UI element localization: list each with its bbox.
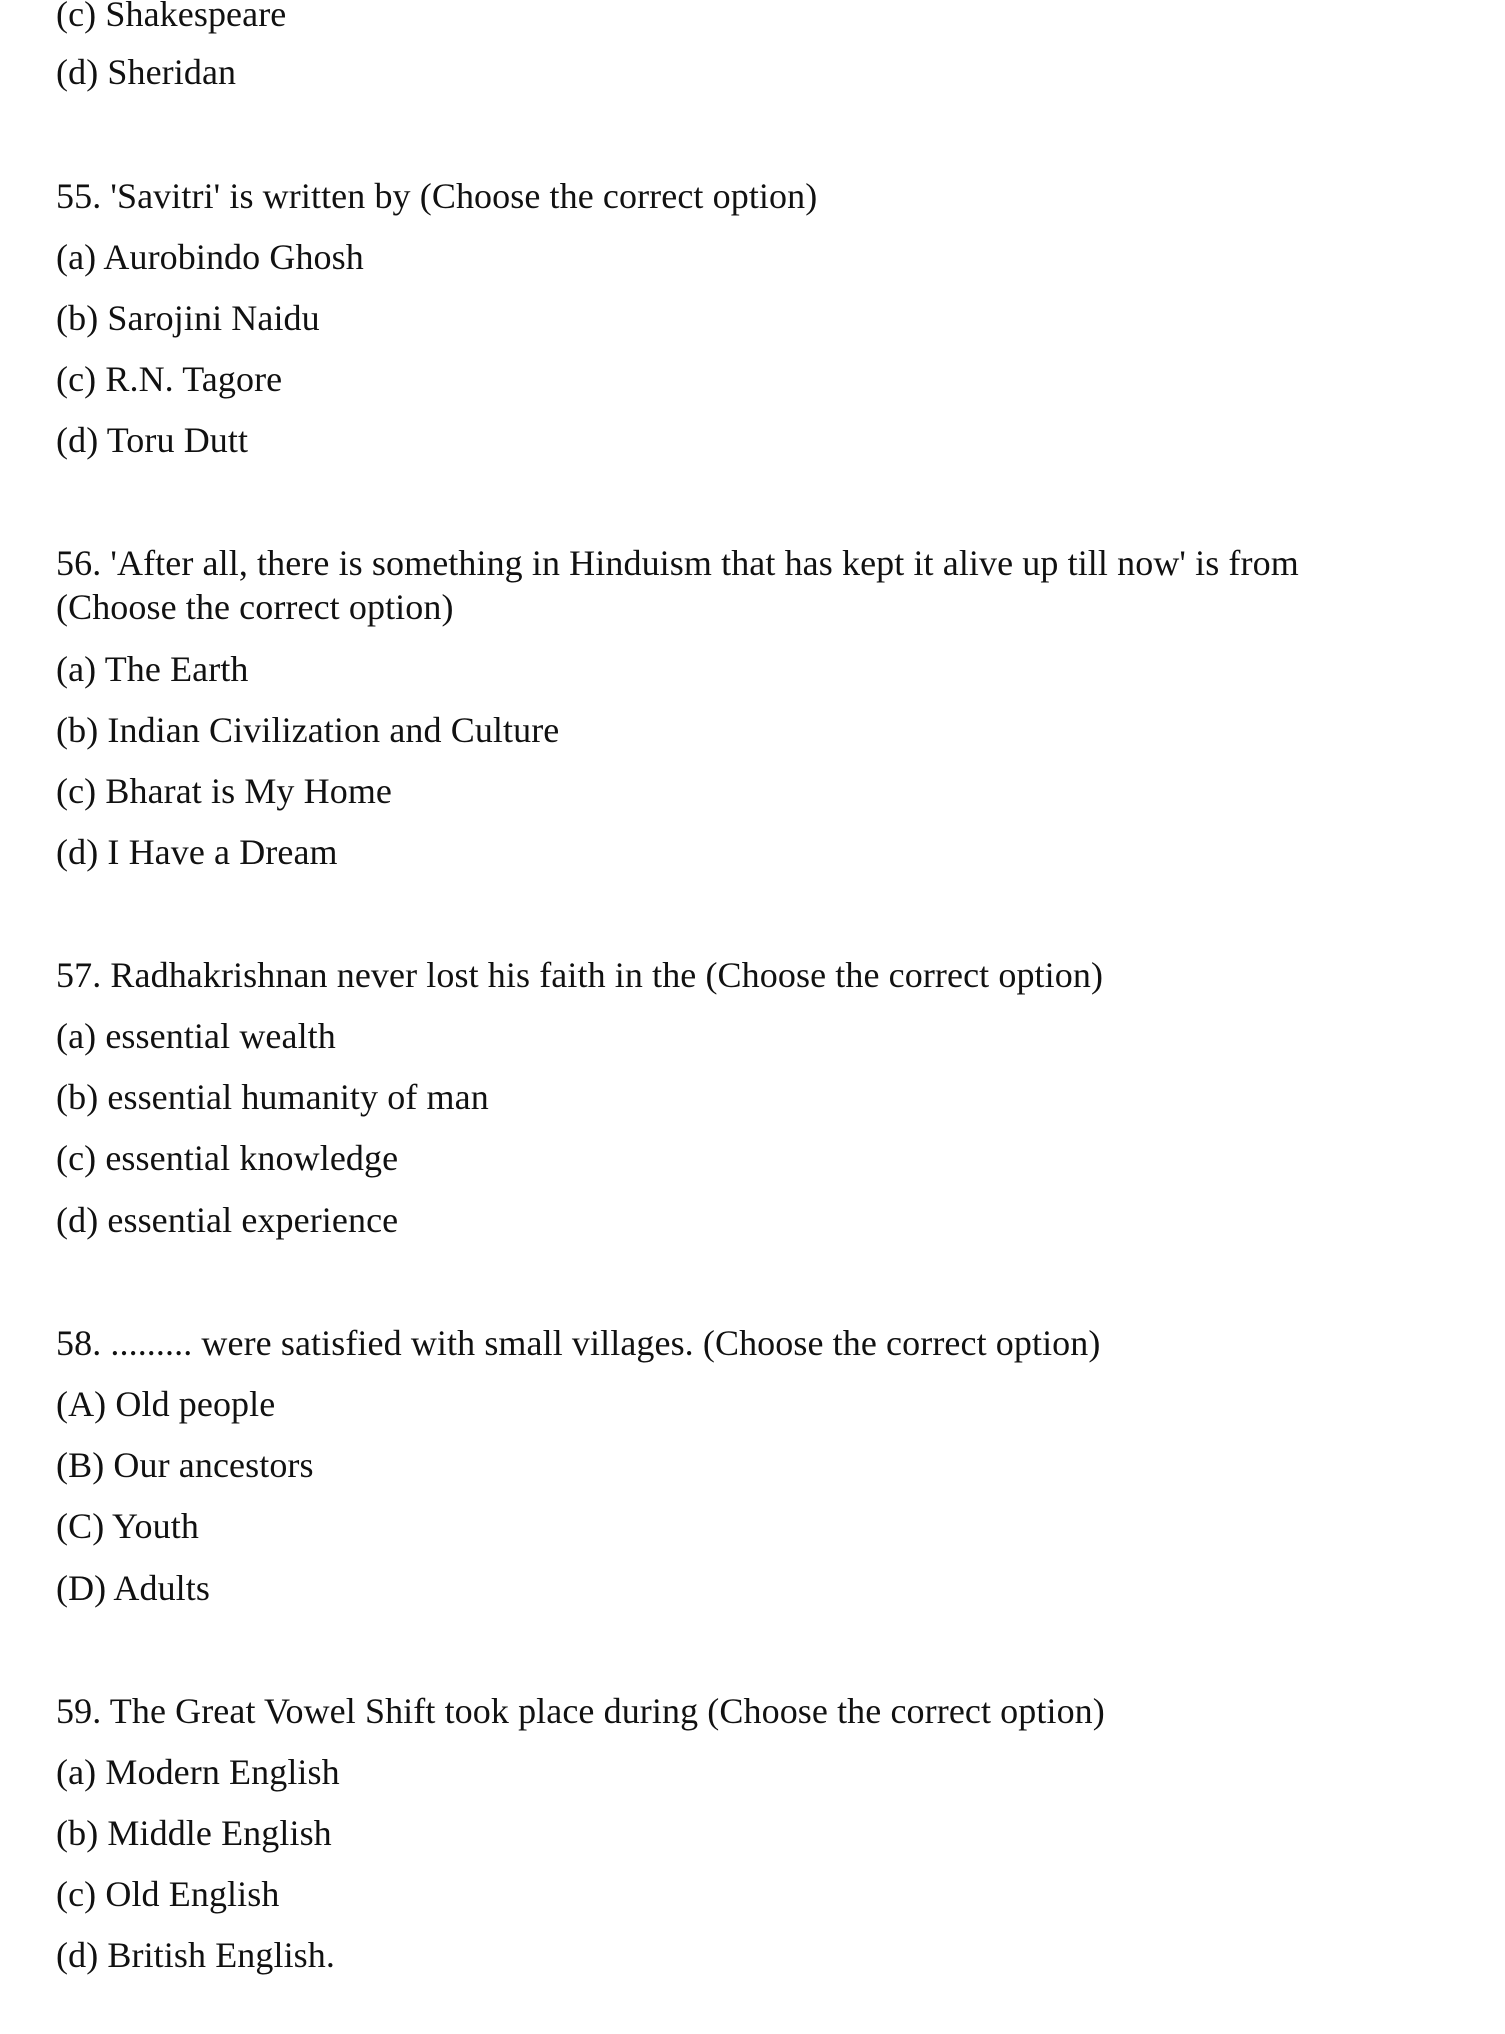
question-stem: 57. Radhakrishnan never lost his faith in the (Choose the correct option): [56, 955, 1104, 995]
option-text: (d) Sheridan: [56, 52, 237, 92]
option-text: (a) The Earth: [56, 649, 249, 689]
option-text: (c) essential knowledge: [56, 1138, 399, 1178]
option-text: (a) Aurobindo Ghosh: [56, 237, 364, 277]
option-text: (a) essential wealth: [56, 1016, 336, 1056]
option-text: (c) Shakespeare: [56, 0, 287, 34]
option-text: (a) Modern English: [56, 1752, 340, 1792]
option-text: (d) Toru Dutt: [56, 420, 249, 460]
option-text: (C) Youth: [56, 1506, 199, 1546]
option-text: (B) Our ancestors: [56, 1445, 314, 1485]
question-stem: 59. The Great Vowel Shift took place during (Choose the correct option): [56, 1691, 1105, 1731]
option-text: (d) British English.: [56, 1935, 335, 1975]
question-stem: 55. 'Savitri' is written by (Choose the correct option): [56, 176, 818, 216]
option-text: (A) Old people: [56, 1384, 276, 1424]
option-text: (c) R.N. Tagore: [56, 359, 283, 399]
option-text: (b) Middle English: [56, 1813, 332, 1853]
question-stem: 56. 'After all, there is something in Hinduism that has kept it alive up till now' is from: [56, 543, 1299, 583]
option-text: (d) I Have a Dream: [56, 832, 338, 872]
option-text: (c) Bharat is My Home: [56, 771, 393, 811]
question-stem: (Choose the correct option): [56, 587, 454, 627]
option-text: (d) essential experience: [56, 1200, 399, 1240]
option-text: (b) Sarojini Naidu: [56, 298, 320, 338]
option-text: (c) Old English: [56, 1874, 280, 1914]
option-text: (b) Indian Civilization and Culture: [56, 710, 560, 750]
question-stem: 58. ......... were satisfied with small villages. (Choose the correct option): [56, 1323, 1101, 1363]
option-text: (D) Adults: [56, 1568, 210, 1608]
option-text: (b) essential humanity of man: [56, 1077, 489, 1117]
